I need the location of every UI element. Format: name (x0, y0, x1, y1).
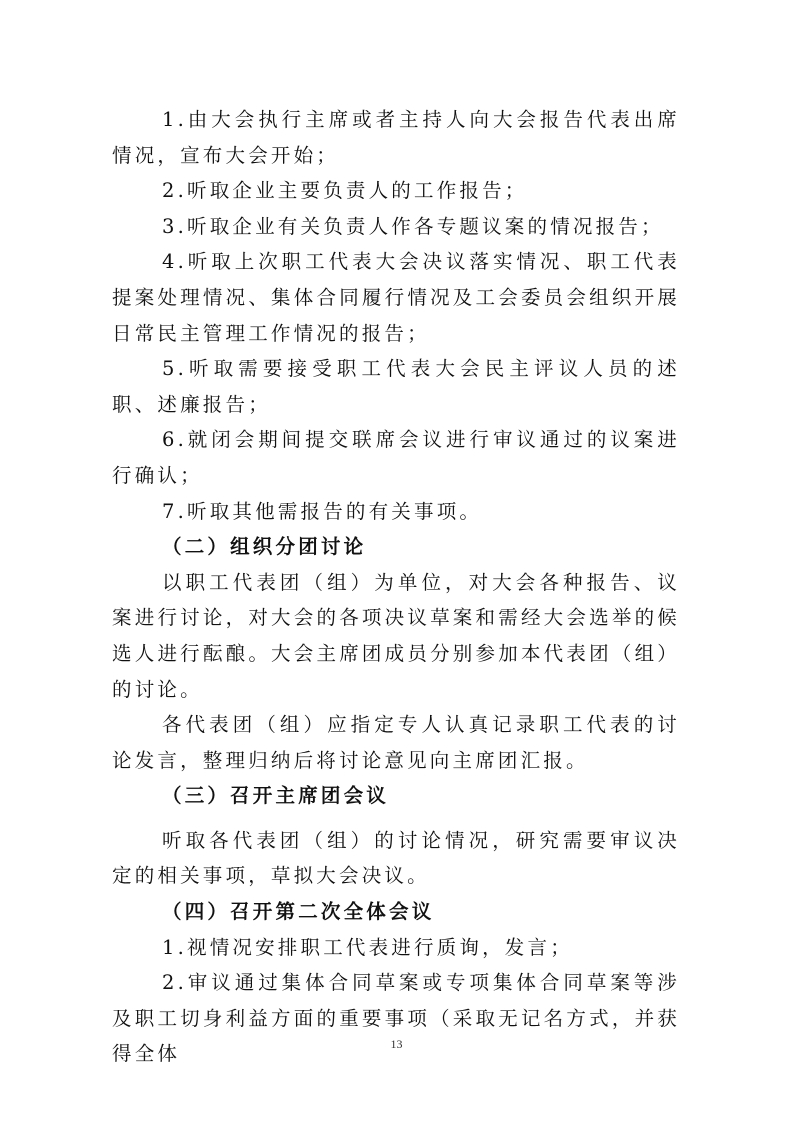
list-item: 5.听取需要接受职工代表大会民主评议人员的述职、述廉报告； (112, 357, 680, 416)
spacer (112, 814, 680, 823)
document-body (112, 102, 680, 1072)
paragraph: 听取各代表团（组）的讨论情况，研究需要审议决定的相关事项，草拟大会决议。 (112, 828, 680, 888)
list-item: 7.听取其他需报告的有关事项。 (162, 499, 483, 523)
list-item: 6.就闭会期间提交联席会议进行审议通过的议案进行确认； (112, 428, 680, 487)
section-heading-3: （三）召开主席团会议 (162, 784, 390, 808)
paragraph: 以职工代表团（组）为单位，对大会各种报告、议案进行讨论，对大会的各项决议草案和需经大会选举的候选人进行酝酿。大会主席团成员分别参加本代表团（组）的讨论。 (112, 570, 680, 701)
list-item: 1.由大会执行主席或者主持人向大会报告代表出席情况，宣布大会开始； (112, 108, 680, 167)
list-item: 4.听取上次职工代表大会决议落实情况、职工代表提案处理情况、集体合同履行情况及工会委员会组织开展日常民主管理工作情况的报告； (112, 250, 680, 345)
section-heading-4: （四）召开第二次全体会议 (162, 900, 435, 924)
list-item: 3.听取企业有关负责人作各专题议案的情况报告； (162, 214, 664, 238)
section-heading-2: （二）组织分团讨论 (162, 535, 367, 559)
paragraph: 各代表团（组）应指定专人认真记录职工代表的讨论发言，整理归纳后将讨论意见向主席团汇报。 (112, 713, 680, 772)
list-item: 2.审议通过集体合同草案或专项集体合同草案等涉及职工切身利益方面的重要事项（采取无记名方式，并获得全体 (112, 971, 680, 1066)
list-item: 1.视情况安排职工代表进行质询，发言； (162, 935, 573, 959)
list-item: 2.听取企业主要负责人的工作报告； (162, 179, 528, 203)
page-number: 13 (390, 1037, 403, 1051)
